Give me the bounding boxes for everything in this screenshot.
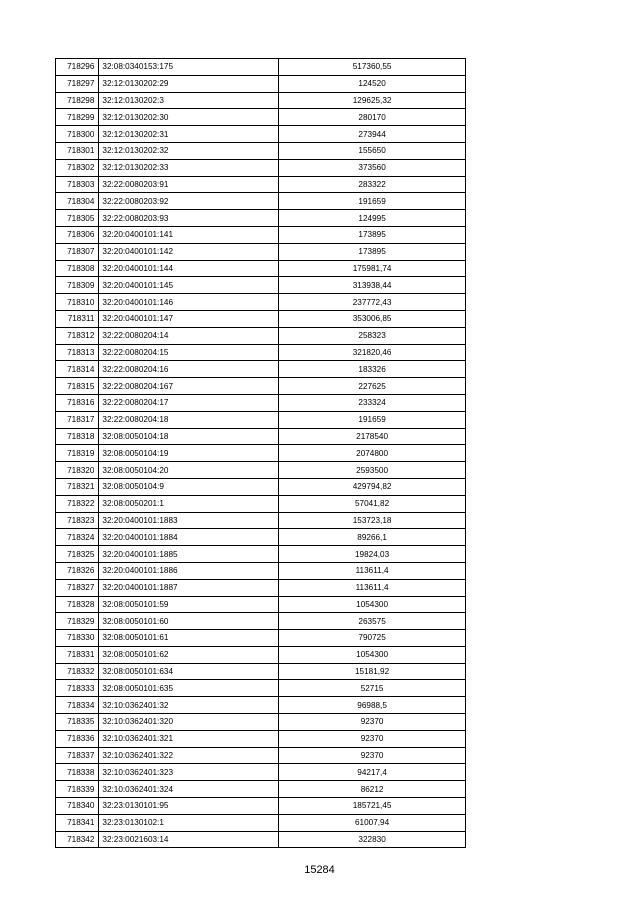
value-cell: 61007,94 (279, 814, 466, 831)
table-row (56, 92, 466, 109)
table-row (56, 680, 466, 697)
value-cell: 227625 (279, 378, 466, 395)
row-number-cell: 718315 (56, 378, 99, 395)
value-cell: 429794,82 (279, 478, 466, 495)
cadastral-number-cell: 32:23:0021603:14 (99, 831, 279, 848)
row-number-cell: 718318 (56, 428, 99, 445)
table-row (56, 327, 466, 344)
table-row (56, 562, 466, 579)
cadastral-number-cell: 32:10:0362401:32 (99, 697, 279, 714)
cadastral-number-cell: 32:22:0080204:167 (99, 378, 279, 395)
value-cell: 191659 (279, 193, 466, 210)
table-row (56, 310, 466, 327)
cadastral-number-cell: 32:10:0362401:322 (99, 747, 279, 764)
row-number-cell: 718335 (56, 714, 99, 731)
cadastral-number-cell: 32:22:0080204:17 (99, 394, 279, 411)
value-cell: 191659 (279, 411, 466, 428)
value-cell: 113611,4 (279, 562, 466, 579)
row-number-cell: 718325 (56, 546, 99, 563)
row-number-cell: 718314 (56, 361, 99, 378)
cadastral-number-cell: 32:12:0130202:3 (99, 92, 279, 109)
value-cell: 233324 (279, 394, 466, 411)
table-row (56, 663, 466, 680)
cadastral-number-cell: 32:12:0130202:30 (99, 109, 279, 126)
value-cell: 273944 (279, 126, 466, 143)
table-row (56, 210, 466, 227)
table-row (56, 546, 466, 563)
table-row (56, 378, 466, 395)
row-number-cell: 718339 (56, 781, 99, 798)
cadastral-number-cell: 32:08:0050104:9 (99, 478, 279, 495)
row-number-cell: 718302 (56, 159, 99, 176)
value-cell: 173895 (279, 226, 466, 243)
table-row (56, 613, 466, 630)
cadastral-number-cell: 32:20:0400101:145 (99, 277, 279, 294)
cadastral-number-cell: 32:22:0080203:91 (99, 176, 279, 193)
table-row (56, 814, 466, 831)
row-number-cell: 718306 (56, 226, 99, 243)
row-number-cell: 718332 (56, 663, 99, 680)
row-number-cell: 718304 (56, 193, 99, 210)
value-cell: 57041,82 (279, 495, 466, 512)
row-number-cell: 718309 (56, 277, 99, 294)
value-cell: 183326 (279, 361, 466, 378)
row-number-cell: 718342 (56, 831, 99, 848)
row-number-cell: 718311 (56, 310, 99, 327)
cadastral-number-cell: 32:20:0400101:1886 (99, 562, 279, 579)
value-cell: 1054300 (279, 646, 466, 663)
row-number-cell: 718323 (56, 512, 99, 529)
row-number-cell: 718329 (56, 613, 99, 630)
cadastral-number-cell: 32:08:0050101:635 (99, 680, 279, 697)
cadastral-number-cell: 32:22:0080204:18 (99, 411, 279, 428)
cadastral-number-cell: 32:20:0400101:141 (99, 226, 279, 243)
row-number-cell: 718305 (56, 210, 99, 227)
table-row (56, 512, 466, 529)
row-number-cell: 718316 (56, 394, 99, 411)
cadastral-number-cell: 32:20:0400101:147 (99, 310, 279, 327)
table-row (56, 529, 466, 546)
cadastral-number-cell: 32:12:0130202:33 (99, 159, 279, 176)
value-cell: 92370 (279, 714, 466, 731)
value-cell: 92370 (279, 747, 466, 764)
cadastral-number-cell: 32:12:0130202:32 (99, 142, 279, 159)
table-row (56, 176, 466, 193)
value-cell: 52715 (279, 680, 466, 697)
value-cell: 283322 (279, 176, 466, 193)
cadastral-number-cell: 32:10:0362401:323 (99, 764, 279, 781)
table-row (56, 831, 466, 848)
table-row (56, 579, 466, 596)
row-number-cell: 718333 (56, 680, 99, 697)
value-cell: 19824,03 (279, 546, 466, 563)
table-row (56, 630, 466, 647)
row-number-cell: 718337 (56, 747, 99, 764)
value-cell: 153723,18 (279, 512, 466, 529)
value-cell: 322830 (279, 831, 466, 848)
row-number-cell: 718297 (56, 75, 99, 92)
table-body (56, 59, 466, 848)
value-cell: 113611,4 (279, 579, 466, 596)
cadastral-number-cell: 32:08:0050101:61 (99, 630, 279, 647)
value-cell: 263575 (279, 613, 466, 630)
value-cell: 185721,45 (279, 798, 466, 815)
value-cell: 373560 (279, 159, 466, 176)
table-row (56, 243, 466, 260)
cadastral-number-cell: 32:08:0050101:59 (99, 596, 279, 613)
value-cell: 173895 (279, 243, 466, 260)
table-row (56, 226, 466, 243)
row-number-cell: 718338 (56, 764, 99, 781)
table-row (56, 747, 466, 764)
row-number-cell: 718334 (56, 697, 99, 714)
row-number-cell: 718326 (56, 562, 99, 579)
page-number: 15284 (304, 864, 335, 876)
row-number-cell: 718341 (56, 814, 99, 831)
value-cell: 790725 (279, 630, 466, 647)
table-row (56, 730, 466, 747)
table-row (56, 478, 466, 495)
table-row (56, 59, 466, 76)
cadastral-number-cell: 32:08:0050101:60 (99, 613, 279, 630)
value-cell: 2178540 (279, 428, 466, 445)
cadastral-number-cell: 32:20:0400101:1883 (99, 512, 279, 529)
value-cell: 2593500 (279, 462, 466, 479)
value-cell: 313938,44 (279, 277, 466, 294)
cadastral-number-cell: 32:23:0130102:1 (99, 814, 279, 831)
cadastral-number-cell: 32:22:0080204:14 (99, 327, 279, 344)
row-number-cell: 718307 (56, 243, 99, 260)
cadastral-number-cell: 32:10:0362401:321 (99, 730, 279, 747)
cadastral-number-cell: 32:08:0050104:18 (99, 428, 279, 445)
row-number-cell: 718298 (56, 92, 99, 109)
cadastral-number-cell: 32:22:0080204:16 (99, 361, 279, 378)
table-row (56, 411, 466, 428)
value-cell: 1054300 (279, 596, 466, 613)
cadastral-number-cell: 32:22:0080203:93 (99, 210, 279, 227)
row-number-cell: 718327 (56, 579, 99, 596)
value-cell: 96988,5 (279, 697, 466, 714)
cadastral-number-cell: 32:10:0362401:320 (99, 714, 279, 731)
table-row (56, 394, 466, 411)
cadastral-number-cell: 32:20:0400101:1884 (99, 529, 279, 546)
table-row (56, 714, 466, 731)
cadastral-number-cell: 32:08:0050104:20 (99, 462, 279, 479)
row-number-cell: 718308 (56, 260, 99, 277)
cadastral-number-cell: 32:08:0340153:175 (99, 59, 279, 76)
table-row (56, 798, 466, 815)
table-row (56, 781, 466, 798)
table-row (56, 697, 466, 714)
cadastral-number-cell: 32:20:0400101:142 (99, 243, 279, 260)
table-row (56, 126, 466, 143)
row-number-cell: 718299 (56, 109, 99, 126)
row-number-cell: 718301 (56, 142, 99, 159)
row-number-cell: 718330 (56, 630, 99, 647)
row-number-cell: 718312 (56, 327, 99, 344)
row-number-cell: 718322 (56, 495, 99, 512)
value-cell: 237772,43 (279, 294, 466, 311)
row-number-cell: 718300 (56, 126, 99, 143)
table-row (56, 462, 466, 479)
value-cell: 94217,4 (279, 764, 466, 781)
cadastral-value-table (55, 58, 466, 848)
cadastral-number-cell: 32:10:0362401:324 (99, 781, 279, 798)
value-cell: 124995 (279, 210, 466, 227)
cadastral-number-cell: 32:08:0050101:62 (99, 646, 279, 663)
value-cell: 258323 (279, 327, 466, 344)
table-row (56, 193, 466, 210)
value-cell: 129625,32 (279, 92, 466, 109)
row-number-cell: 718317 (56, 411, 99, 428)
row-number-cell: 718320 (56, 462, 99, 479)
table-row (56, 159, 466, 176)
table-row (56, 646, 466, 663)
cadastral-number-cell: 32:20:0400101:144 (99, 260, 279, 277)
value-cell: 124520 (279, 75, 466, 92)
value-cell: 2074800 (279, 445, 466, 462)
table-row (56, 260, 466, 277)
cadastral-number-cell: 32:12:0130202:29 (99, 75, 279, 92)
cadastral-number-cell: 32:12:0130202:31 (99, 126, 279, 143)
row-number-cell: 718336 (56, 730, 99, 747)
value-cell: 89266,1 (279, 529, 466, 546)
row-number-cell: 718321 (56, 478, 99, 495)
table-row (56, 109, 466, 126)
row-number-cell: 718331 (56, 646, 99, 663)
value-cell: 321820,46 (279, 344, 466, 361)
table-row (56, 294, 466, 311)
cadastral-number-cell: 32:22:0080203:92 (99, 193, 279, 210)
table-row (56, 142, 466, 159)
table-row (56, 344, 466, 361)
cadastral-number-cell: 32:08:0050201:1 (99, 495, 279, 512)
table-row (56, 764, 466, 781)
table-row (56, 361, 466, 378)
row-number-cell: 718296 (56, 59, 99, 76)
row-number-cell: 718324 (56, 529, 99, 546)
row-number-cell: 718319 (56, 445, 99, 462)
value-cell: 517360,55 (279, 59, 466, 76)
row-number-cell: 718310 (56, 294, 99, 311)
cadastral-number-cell: 32:08:0050104:19 (99, 445, 279, 462)
value-cell: 92370 (279, 730, 466, 747)
row-number-cell: 718328 (56, 596, 99, 613)
value-cell: 86212 (279, 781, 466, 798)
value-cell: 155650 (279, 142, 466, 159)
cadastral-number-cell: 32:20:0400101:1885 (99, 546, 279, 563)
table-row (56, 75, 466, 92)
table-row (56, 596, 466, 613)
value-cell: 15181,92 (279, 663, 466, 680)
table-row (56, 277, 466, 294)
cadastral-number-cell: 32:23:0130101:95 (99, 798, 279, 815)
cadastral-number-cell: 32:20:0400101:146 (99, 294, 279, 311)
table-row (56, 495, 466, 512)
cadastral-number-cell: 32:20:0400101:1887 (99, 579, 279, 596)
value-cell: 353006,85 (279, 310, 466, 327)
value-cell: 280170 (279, 109, 466, 126)
table-row (56, 428, 466, 445)
row-number-cell: 718303 (56, 176, 99, 193)
row-number-cell: 718340 (56, 798, 99, 815)
row-number-cell: 718313 (56, 344, 99, 361)
cadastral-number-cell: 32:08:0050101:634 (99, 663, 279, 680)
table-row (56, 445, 466, 462)
value-cell: 175981,74 (279, 260, 466, 277)
cadastral-number-cell: 32:22:0080204:15 (99, 344, 279, 361)
